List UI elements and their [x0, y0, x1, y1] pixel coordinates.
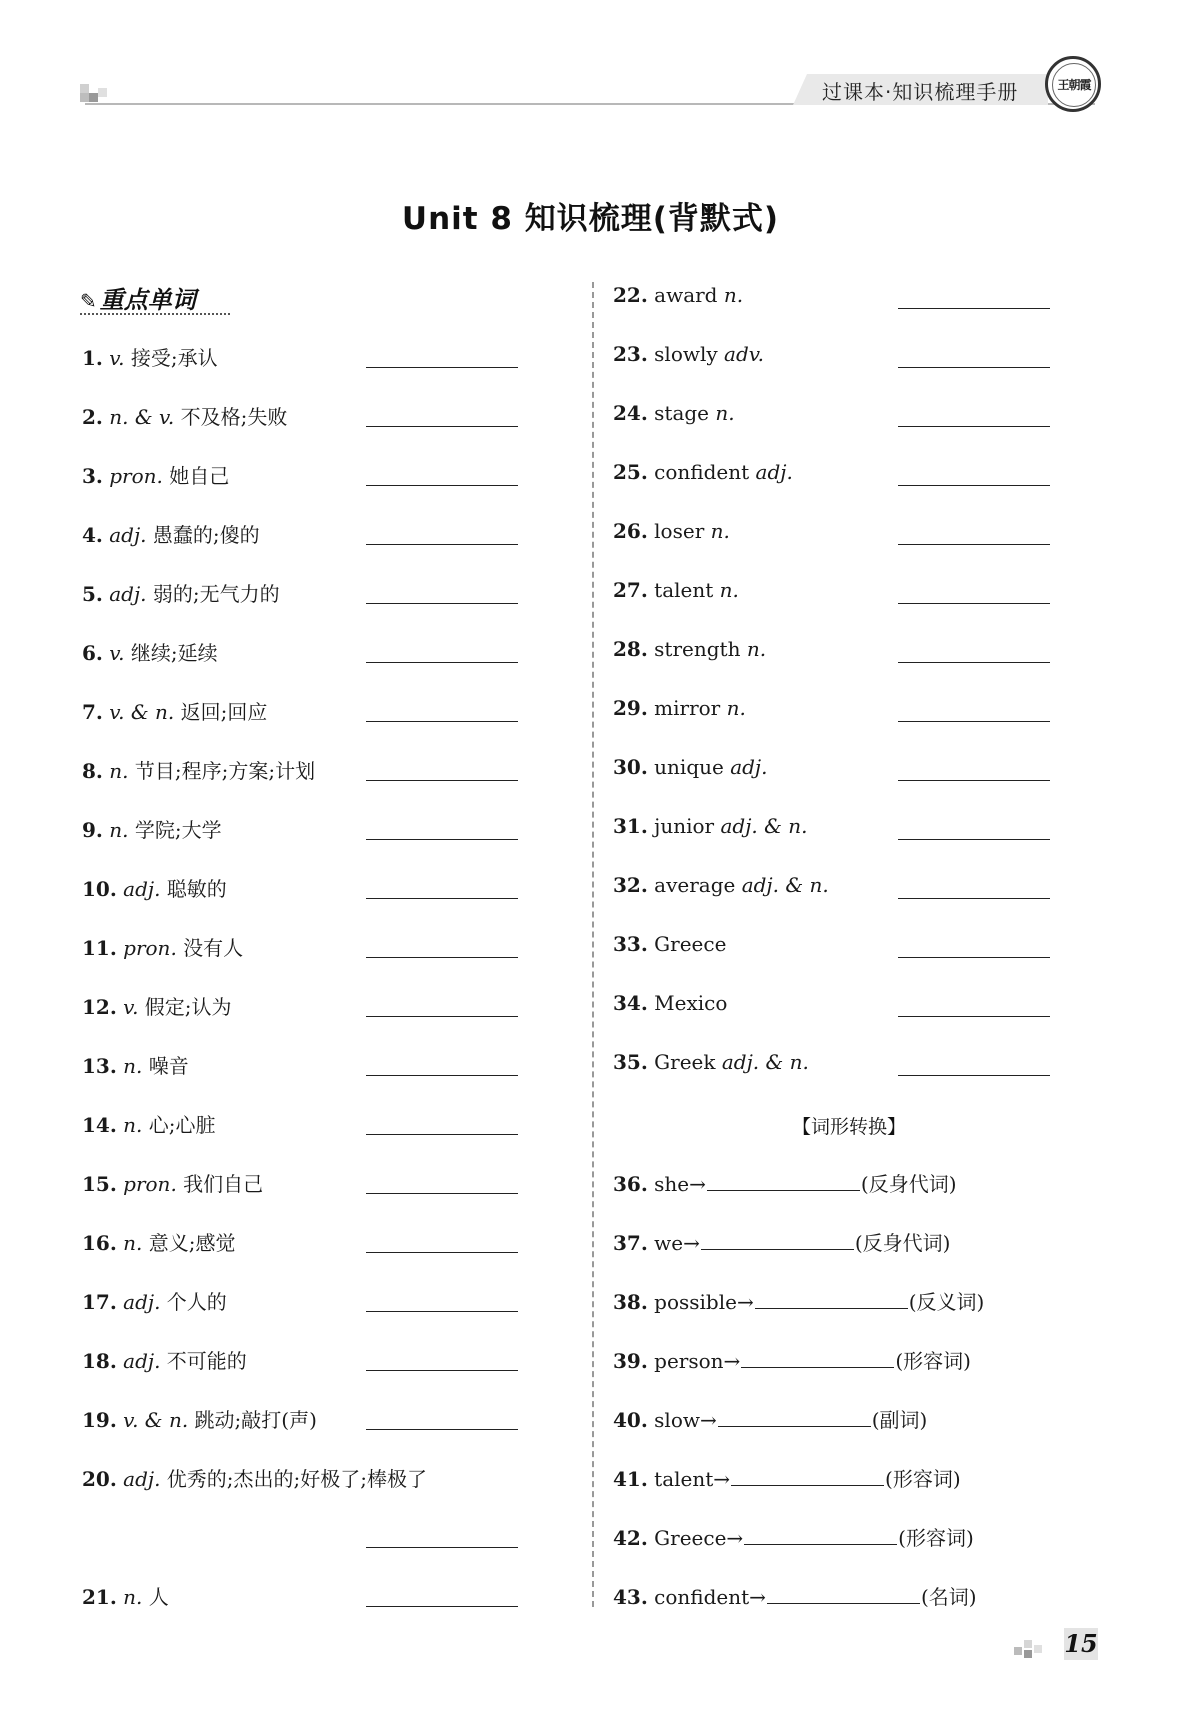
vocab-item-17: 17. adj. 个人的: [82, 1290, 227, 1314]
answer-blank[interactable]: [701, 1229, 854, 1250]
answer-blank[interactable]: [366, 1429, 518, 1430]
vocab-item-14: 14. n. 心;心脏: [82, 1113, 216, 1137]
vocab-item-7: 7. v. & n. 返回;回应: [82, 700, 268, 724]
vocab-item-3: 3. pron. 她自己: [82, 464, 230, 488]
footer-decoration: [1024, 1640, 1032, 1648]
answer-blank[interactable]: [898, 662, 1050, 663]
answer-blank[interactable]: [898, 898, 1050, 899]
vocab-item-31: 31. junior adj. & n.: [613, 814, 808, 838]
logo-text: 王朝霞: [1052, 63, 1096, 107]
vocab-item-13: 13. n. 噪音: [82, 1054, 189, 1078]
transform-item-39: 39. person→ (形容词): [613, 1349, 971, 1373]
vocab-item-4: 4. adj. 愚蠢的;傻的: [82, 523, 260, 547]
answer-blank[interactable]: [898, 839, 1050, 840]
answer-blank[interactable]: [366, 957, 518, 958]
header-decoration: [89, 93, 98, 102]
vocab-item-16: 16. n. 意义;感觉: [82, 1231, 236, 1255]
answer-blank[interactable]: [898, 721, 1050, 722]
column-divider: [592, 282, 594, 1607]
vocab-item-15: 15. pron. 我们自己: [82, 1172, 264, 1196]
answer-blank[interactable]: [366, 1606, 518, 1607]
answer-blank[interactable]: [366, 1075, 518, 1076]
vocab-item-23: 23. slowly adv.: [613, 342, 765, 366]
vocab-item-19: 19. v. & n. 跳动;敲打(声): [82, 1408, 317, 1432]
footer-decoration: [1014, 1647, 1022, 1655]
vocab-item-12: 12. v. 假定;认为: [82, 995, 232, 1019]
vocab-item-22: 22. award n.: [613, 283, 744, 307]
header-decoration: [80, 93, 89, 102]
page-title: Unit 8 知识梳理(背默式): [401, 201, 780, 237]
vocab-item-2: 2. n. & v. 不及格;失败: [82, 405, 288, 429]
answer-blank[interactable]: [898, 1016, 1050, 1017]
answer-blank[interactable]: [366, 780, 518, 781]
vocab-item-32: 32. average adj. & n.: [613, 873, 829, 897]
answer-blank[interactable]: [731, 1465, 884, 1486]
header-decoration: [98, 88, 107, 97]
answer-blank[interactable]: [366, 898, 518, 899]
answer-blank[interactable]: [366, 1193, 518, 1194]
answer-blank[interactable]: [366, 1370, 518, 1371]
transform-item-38: 38. possible→ (反义词): [613, 1290, 985, 1314]
vocab-item-25: 25. confident adj.: [613, 460, 793, 484]
answer-blank[interactable]: [898, 544, 1050, 545]
answer-blank[interactable]: [366, 721, 518, 722]
answer-blank[interactable]: [898, 603, 1050, 604]
answer-blank[interactable]: [898, 485, 1050, 486]
vocab-item-5: 5. adj. 弱的;无气力的: [82, 582, 280, 606]
section-underline: [80, 313, 230, 315]
vocab-item-8: 8. n. 节目;程序;方案;计划: [82, 759, 316, 783]
transform-item-41: 41. talent→ (形容词): [613, 1467, 961, 1491]
vocab-item-9: 9. n. 学院;大学: [82, 818, 222, 842]
transform-item-42: 42. Greece→ (形容词): [613, 1526, 974, 1550]
vocab-item-21: 21. n. 人: [82, 1585, 169, 1609]
answer-blank[interactable]: [898, 780, 1050, 781]
vocab-item-33: 33. Greece: [613, 932, 727, 956]
answer-blank[interactable]: [366, 1311, 518, 1312]
vocab-item-28: 28. strength n.: [613, 637, 767, 661]
answer-blank[interactable]: [366, 367, 518, 368]
vocab-item-11: 11. pron. 没有人: [82, 936, 244, 960]
answer-blank[interactable]: [898, 1075, 1050, 1076]
section-title: 重点单词: [99, 286, 196, 314]
answer-blank[interactable]: [755, 1288, 908, 1309]
answer-blank[interactable]: [366, 603, 518, 604]
vocab-item-35: 35. Greek adj. & n.: [613, 1050, 809, 1074]
vocab-item-18: 18. adj. 不可能的: [82, 1349, 247, 1373]
answer-blank[interactable]: [366, 544, 518, 545]
vocab-item-26: 26. loser n.: [613, 519, 730, 543]
transform-item-37: 37. we→ (反身代词): [613, 1231, 951, 1255]
vocab-item-20: 20. adj. 优秀的;杰出的;好极了;棒极了: [82, 1467, 428, 1491]
answer-blank[interactable]: [366, 1547, 518, 1548]
footer-decoration: [1034, 1645, 1042, 1653]
transform-item-43: 43. confident→ (名词): [613, 1585, 977, 1609]
vocab-item-34: 34. Mexico: [613, 991, 728, 1015]
vocab-item-10: 10. adj. 聪敏的: [82, 877, 227, 901]
transform-item-36: 36. she→ (反身代词): [613, 1172, 957, 1196]
vocab-item-1: 1. v. 接受;承认: [82, 346, 218, 370]
answer-blank[interactable]: [366, 426, 518, 427]
transform-item-40: 40. slow→ (副词): [613, 1408, 928, 1432]
publisher-logo: [1045, 56, 1101, 112]
answer-blank[interactable]: [744, 1524, 897, 1545]
footer-decoration: [1024, 1650, 1032, 1658]
vocab-item-24: 24. stage n.: [613, 401, 735, 425]
answer-blank[interactable]: [898, 426, 1050, 427]
answer-blank[interactable]: [767, 1583, 920, 1604]
vocab-item-29: 29. mirror n.: [613, 696, 746, 720]
vocab-item-30: 30. unique adj.: [613, 755, 768, 779]
answer-blank[interactable]: [707, 1170, 860, 1191]
header-tab-text: 过课本·知识梳理手册: [822, 80, 1019, 104]
answer-blank[interactable]: [366, 1252, 518, 1253]
page-number: 15: [1064, 1629, 1098, 1658]
answer-blank[interactable]: [366, 839, 518, 840]
answer-blank[interactable]: [718, 1406, 871, 1427]
answer-blank[interactable]: [898, 367, 1050, 368]
header-decoration: [80, 84, 89, 93]
section-heading: [80, 280, 196, 315]
answer-blank[interactable]: [741, 1347, 894, 1368]
answer-blank[interactable]: [366, 662, 518, 663]
answer-blank[interactable]: [366, 1134, 518, 1135]
vocab-item-27: 27. talent n.: [613, 578, 739, 602]
answer-blank[interactable]: [366, 485, 518, 486]
answer-blank[interactable]: [898, 308, 1050, 309]
answer-blank[interactable]: [366, 1016, 518, 1017]
vocab-item-6: 6. v. 继续;延续: [82, 641, 218, 665]
pen-icon: ✎: [80, 289, 97, 313]
answer-blank[interactable]: [898, 957, 1050, 958]
transform-heading: 【词形转换】: [791, 1116, 906, 1138]
